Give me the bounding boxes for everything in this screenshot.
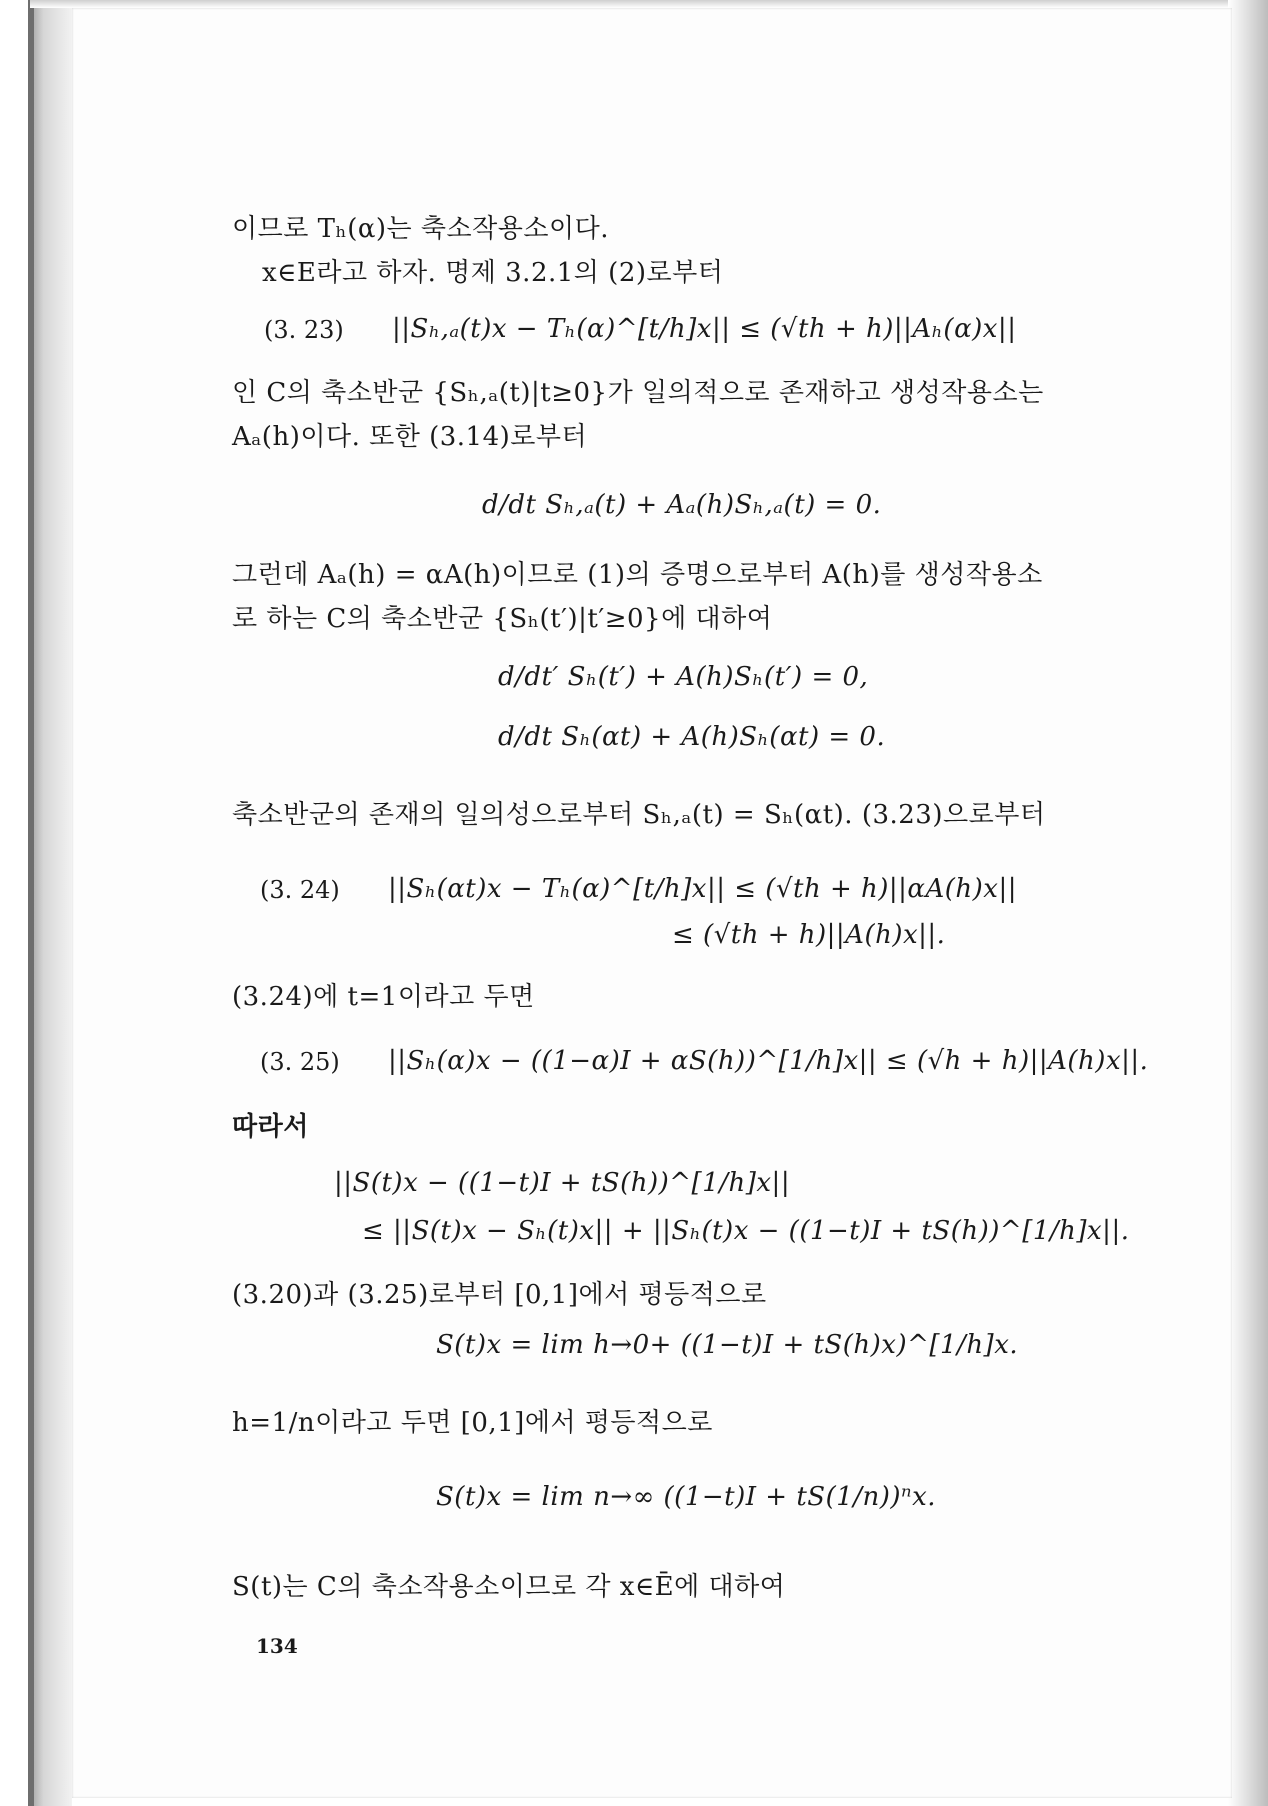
text-line-4: Aₐ(h)이다. 또한 (3.14)로부터 [232,422,588,452]
text-line-2: x∈E라고 하자. 명제 3.2.1의 (2)로부터 [262,258,724,288]
equation-derivative-2: d/dt′ Sₕ(t′) + A(h)Sₕ(t′) = 0, [498,662,869,692]
equation-number-3-25: (3. 25) [260,1048,340,1076]
equation-limit-1: S(t)x = lim h→0+ ((1−t)I + tS(h)x)^[1/h]x. [436,1330,1019,1360]
text-line-8: (3.24)에 t=1이라고 두면 [232,982,535,1012]
page-number: 134 [256,1634,298,1658]
equation-number-3-23: (3. 23) [264,316,344,344]
equation-3-25: ||Sₕ(α)x − ((1−α)I + αS(h))^[1/h]x|| ≤ (√h + h)||A(h)x||. [388,1046,1149,1076]
text-line-6: 로 하는 C의 축소반군 {Sₕ(t′)|t′≥0}에 대하여 [232,604,773,634]
book-edge-left [28,0,72,1806]
equation-3-24-line-1: ||Sₕ(αt)x − Tₕ(α)^[t/h]x|| ≤ (√th + h)||αA(h)x|| [388,874,1017,904]
equation-inequality-line-1: ||S(t)x − ((1−t)I + tS(h))^[1/h]x|| [334,1168,791,1198]
equation-derivative-1: d/dt Sₕ,ₐ(t) + Aₐ(h)Sₕ,ₐ(t) = 0. [482,490,882,520]
text-line-7: 축소반군의 존재의 일의성으로부터 Sₕ,ₐ(t) = Sₕ(αt). (3.23)으로부터 [232,800,1046,830]
equation-inequality-line-2: ≤ ||S(t)x − Sₕ(t)x|| + ||Sₕ(t)x − ((1−t)I + tS(h))^[1/h]x||. [362,1216,1130,1246]
text-line-12: S(t)는 C의 축소작용소이므로 각 x∈Ē에 대하여 [232,1572,786,1602]
equation-3-24-line-2: ≤ (√th + h)||A(h)x||. [672,920,946,950]
text-line-9: 따라서 [232,1112,309,1142]
text-line-5: 그런데 Aₐ(h) = αA(h)이므로 (1)의 증명으로부터 A(h)를 생성작용소 [232,560,1043,590]
book-page [72,8,1232,1798]
equation-derivative-3: d/dt Sₕ(αt) + A(h)Sₕ(αt) = 0. [498,722,886,752]
equation-3-23: ||Sₕ,ₐ(t)x − Tₕ(α)^[t/h]x|| ≤ (√th + h)||Aₕ(α)x|| [392,314,1017,344]
book-spine-shadow [28,0,34,1806]
text-line-10: (3.20)과 (3.25)로부터 [0,1]에서 평등적으로 [232,1280,767,1310]
book-edge-right [1228,0,1268,1806]
equation-limit-2: S(t)x = lim n→∞ ((1−t)I + tS(1/n))ⁿx. [436,1482,937,1512]
text-line-11: h=1/n이라고 두면 [0,1]에서 평등적으로 [232,1408,713,1438]
equation-number-3-24: (3. 24) [260,876,340,904]
book-edge-top [30,0,1240,8]
text-line-1: 이므로 Tₕ(α)는 축소작용소이다. [232,214,610,244]
text-line-3: 인 C의 축소반군 {Sₕ,ₐ(t)|t≥0}가 일의적으로 존재하고 생성작용소는 [232,378,1044,408]
